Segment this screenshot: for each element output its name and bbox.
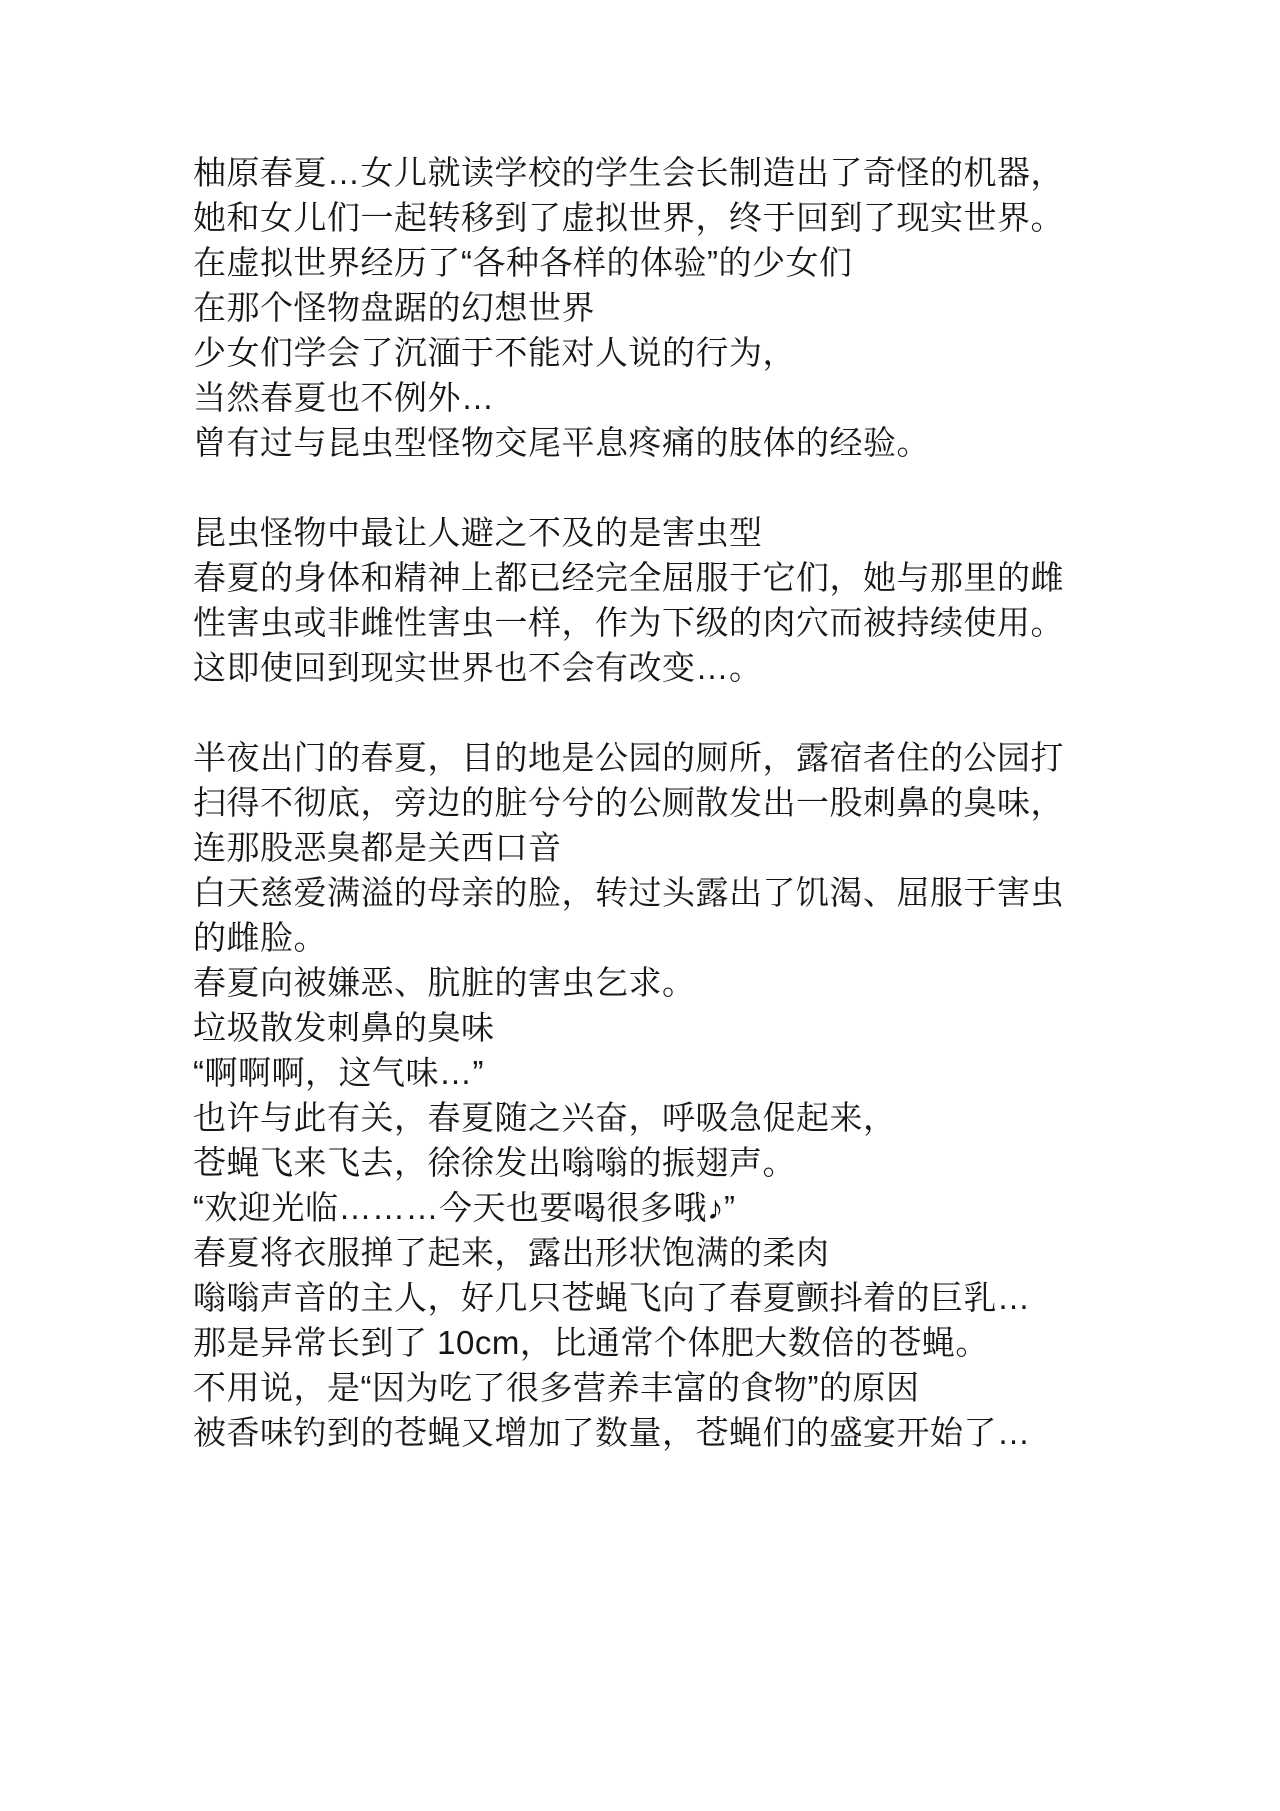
text-line: 在那个怪物盘踞的幻想世界 [193, 289, 595, 326]
paragraph-2 [193, 510, 1203, 690]
text-line: 那是异常长到了 10cm，比通常个体肥大数倍的苍蝇。 [193, 1324, 989, 1361]
text-line: “欢迎光临………今天也要喝很多哦♪” [193, 1189, 736, 1226]
text-line: 春夏的身体和精神上都已经完全屈服于它们，她与那里的雌 [193, 559, 1064, 596]
text-line: 白天慈爱满溢的母亲的脸，转过头露出了饥渴、屈服于害虫 [193, 874, 1064, 911]
text-line: “啊啊啊，这气味…” [193, 1054, 484, 1091]
text-line: 她和女儿们一起转移到了虚拟世界，终于回到了现实世界。 [193, 199, 1064, 236]
text-line: 在虚拟世界经历了“各种各样的体验”的少女们 [193, 244, 853, 281]
text-line: 春夏将衣服掸了起来，露出形状饱满的柔肉 [193, 1234, 830, 1271]
text-line: 嗡嗡声音的主人，好几只苍蝇飞向了春夏颤抖着的巨乳… [193, 1279, 1031, 1316]
text-line: 扫得不彻底，旁边的脏兮兮的公厕散发出一股刺鼻的臭味， [193, 784, 1064, 821]
paragraph-1 [193, 150, 1203, 465]
text-line: 不用说，是“因为吃了很多营养丰富的食物”的原因 [193, 1369, 920, 1406]
text-line: 也许与此有关，春夏随之兴奋，呼吸急促起来， [193, 1099, 897, 1136]
text-line: 昆虫怪物中最让人避之不及的是害虫型 [193, 514, 763, 551]
paragraph-3 [193, 735, 1203, 1455]
story-text-block [193, 150, 1203, 1455]
text-line: 少女们学会了沉湎于不能对人说的行为， [193, 334, 796, 371]
text-line: 当然春夏也不例外… [193, 379, 495, 416]
text-line: 柚原春夏…女儿就读学校的学生会长制造出了奇怪的机器， [193, 154, 1064, 191]
text-line: 这即使回到现实世界也不会有改变…。 [193, 649, 763, 686]
text-line: 被香味钓到的苍蝇又增加了数量，苍蝇们的盛宴开始了… [193, 1414, 1031, 1451]
text-line: 苍蝇飞来飞去，徐徐发出嗡嗡的振翅声。 [193, 1144, 796, 1181]
text-line: 春夏向被嫌恶、肮脏的害虫乞求。 [193, 964, 696, 1001]
text-line: 半夜出门的春夏，目的地是公园的厕所，露宿者住的公园打 [193, 739, 1064, 776]
text-line: 曾有过与昆虫型怪物交尾平息疼痛的肢体的经验。 [193, 424, 930, 461]
text-line: 连那股恶臭都是关西口音 [193, 829, 562, 866]
text-line: 的雌脸。 [193, 919, 327, 956]
text-line: 性害虫或非雌性害虫一样，作为下级的肉穴而被持续使用。 [193, 604, 1064, 641]
text-line: 垃圾散发刺鼻的臭味 [193, 1009, 495, 1046]
